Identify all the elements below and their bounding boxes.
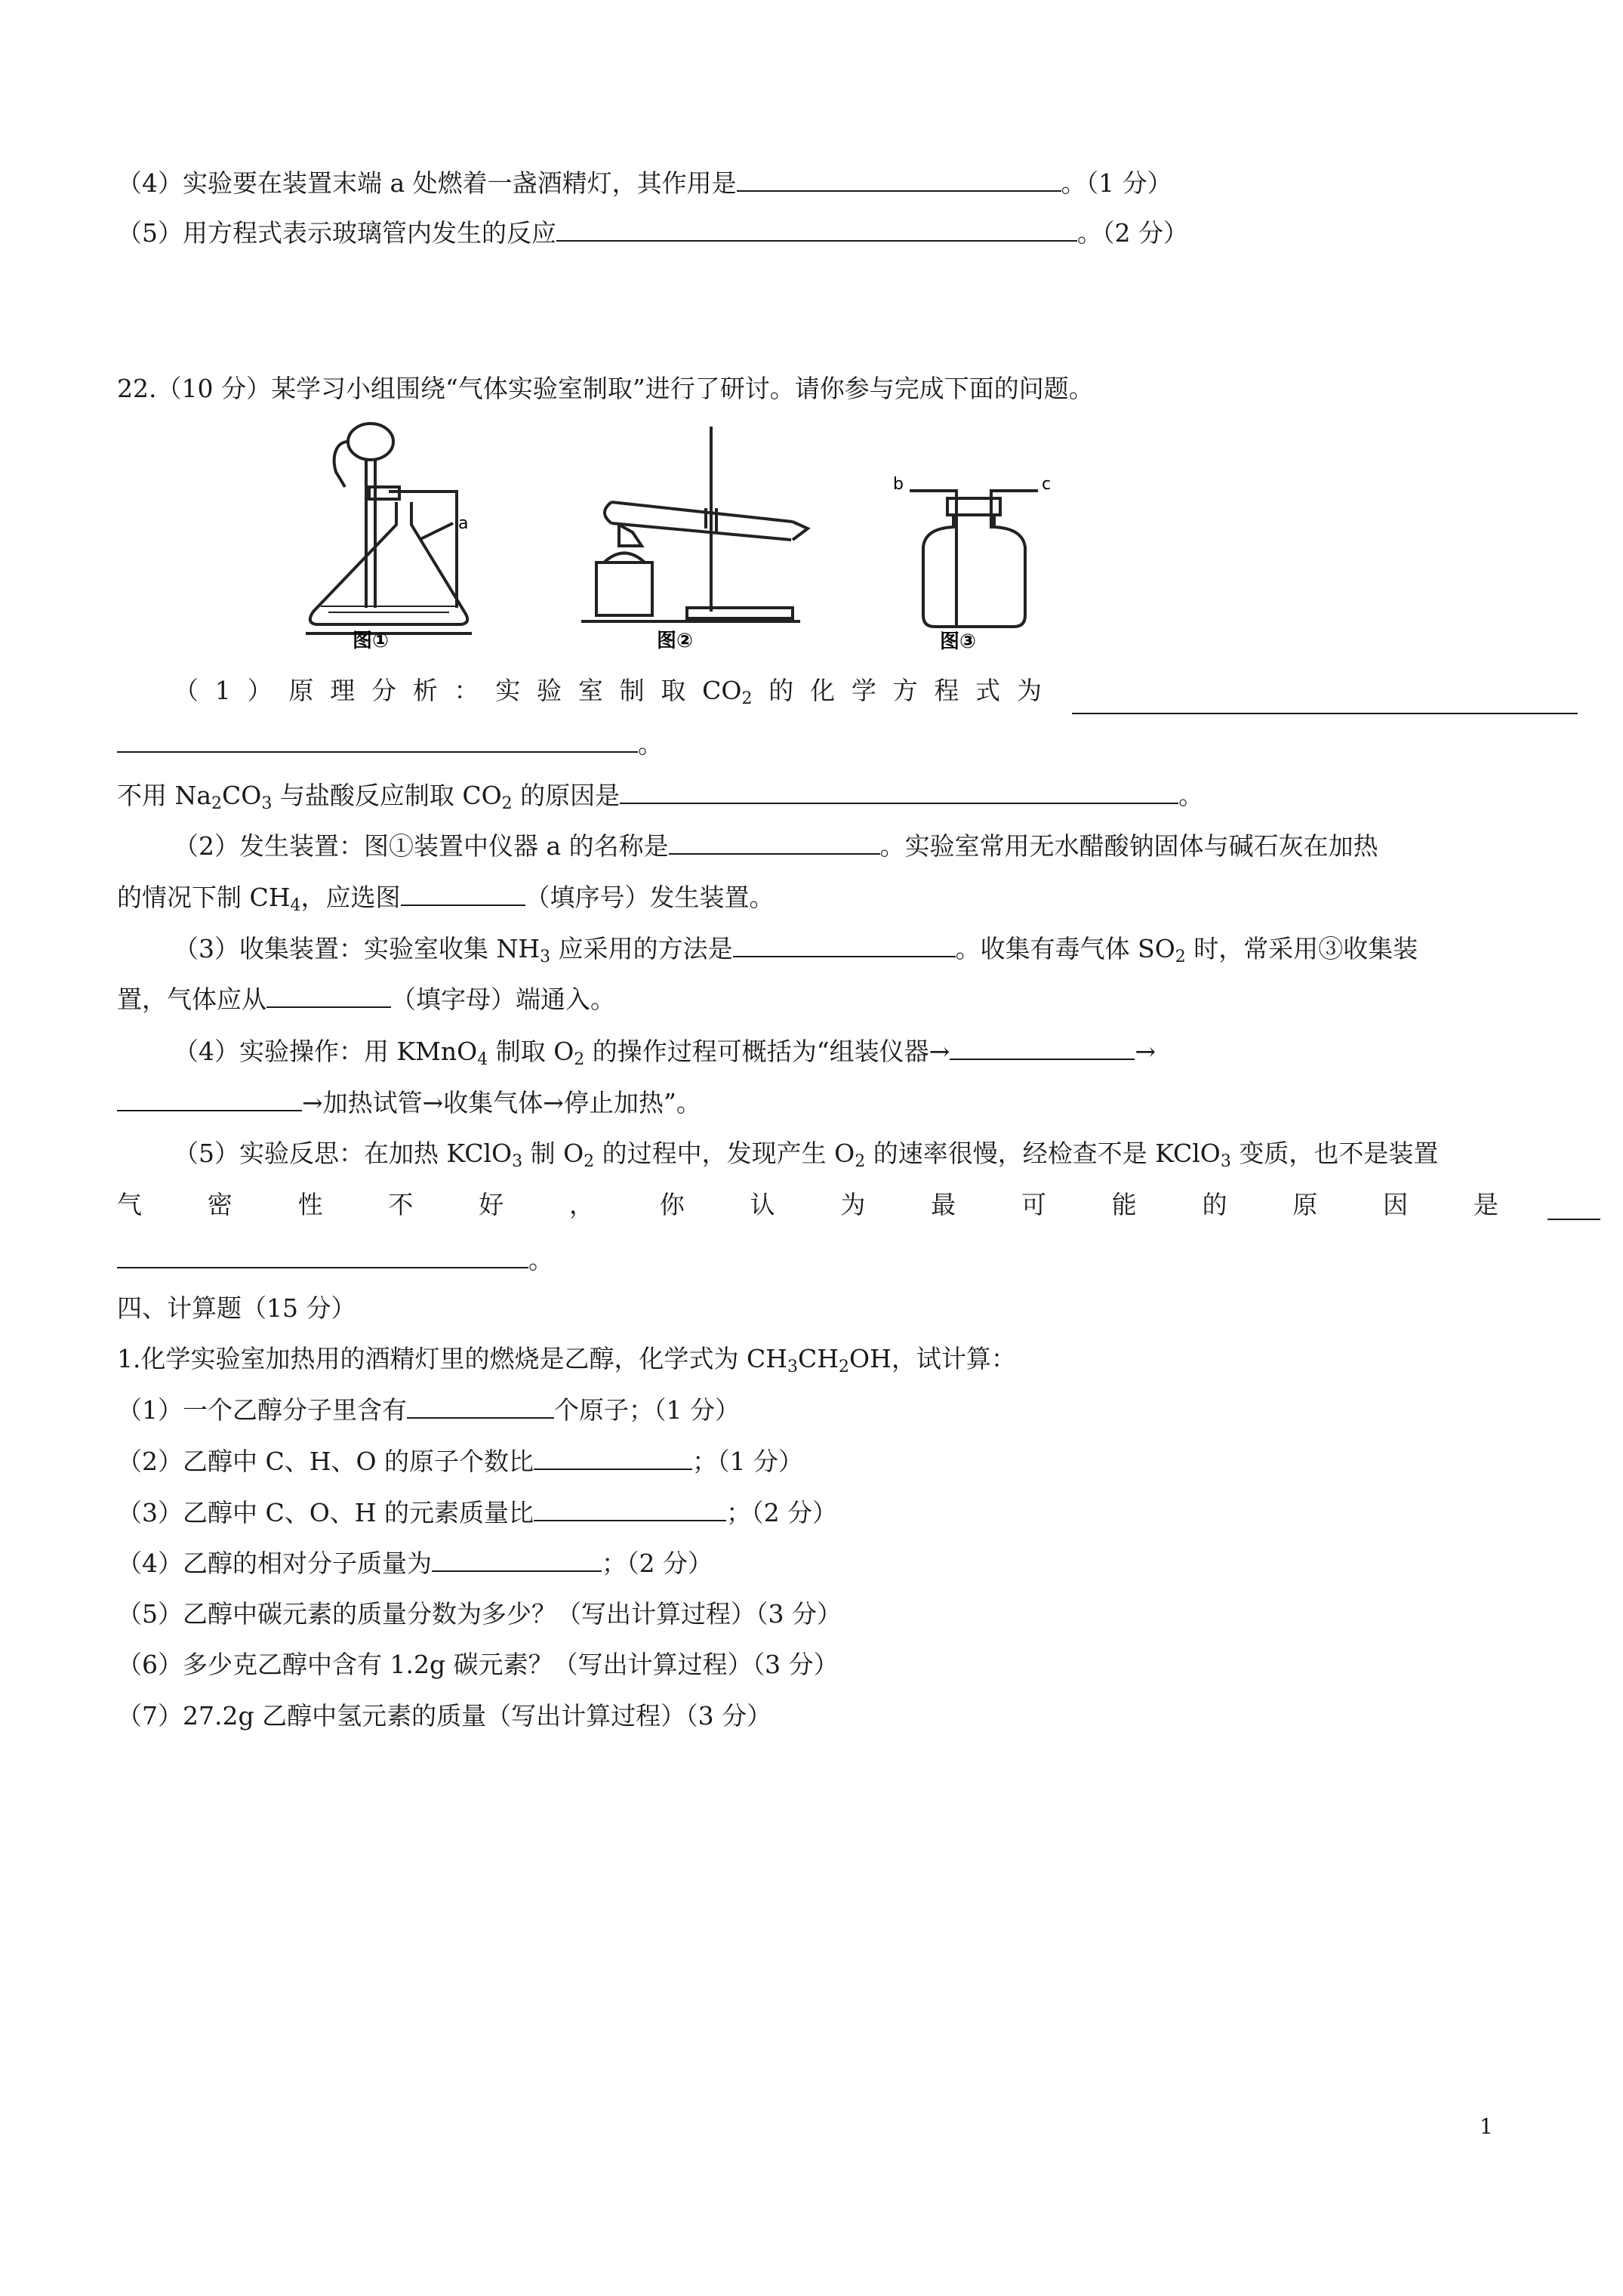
q22-part3-line2: 置，气体应从 （填字母）端通入。 bbox=[117, 985, 615, 1014]
figure-1-erlenmeyer-flask bbox=[306, 419, 487, 653]
q22-part5-line3: 。 bbox=[117, 1244, 553, 1275]
calc-q5: （5）乙醇中碳元素的质量分数为多少？（写出计算过程）（3 分） bbox=[117, 1599, 842, 1629]
fig3-label-b: b bbox=[893, 476, 904, 494]
q22-part5-line2 bbox=[117, 1190, 1600, 1220]
q21-part4: （4）实验要在装置末端 a 处燃着一盏酒精灯，其作用是 。（1 分） bbox=[117, 168, 1172, 198]
fig2-caption: 图② bbox=[657, 630, 694, 652]
page-number: 1 bbox=[1480, 2114, 1493, 2139]
fig3-caption: 图③ bbox=[940, 630, 977, 653]
answer-blank[interactable] bbox=[669, 831, 880, 855]
calc-q6: （6）多少克乙醇中含有 1.2g 碳元素？（写出计算过程）（3 分） bbox=[117, 1650, 839, 1679]
answer-blank[interactable] bbox=[534, 1497, 726, 1521]
calc-q2: （2）乙醇中 C、H、O 的原子个数比 ；（1 分） bbox=[117, 1447, 804, 1476]
answer-blank[interactable] bbox=[620, 780, 1178, 804]
answer-blank[interactable] bbox=[534, 1446, 692, 1470]
answer-blank[interactable] bbox=[950, 1036, 1135, 1060]
q22-part1-line2: 。 bbox=[117, 729, 663, 760]
answer-blank[interactable] bbox=[117, 1087, 302, 1111]
answer-blank[interactable] bbox=[432, 1548, 602, 1572]
figure-3-gas-bottle bbox=[887, 476, 1068, 653]
answer-blank[interactable] bbox=[401, 882, 525, 906]
fig3-label-c: c bbox=[1042, 476, 1052, 494]
q21-part5: （5）用方程式表示玻璃管内发生的反应 。（2 分） bbox=[117, 218, 1188, 248]
calc-q7: （7）27.2g 乙醇中氢元素的质量（写出计算过程）（3 分） bbox=[117, 1701, 772, 1730]
answer-blank[interactable] bbox=[117, 729, 638, 753]
answer-blank[interactable] bbox=[117, 1244, 528, 1268]
fig1-caption: 图① bbox=[353, 630, 390, 652]
q22-part3-line1: （3）收集装置：实验室收集 $NH_3$ 应采用的方法是 。收集有毒气体 $SO_2$ 时，常采用③收集装 bbox=[174, 934, 1418, 966]
answer-blank[interactable] bbox=[737, 168, 1061, 192]
q22-part1-line1 bbox=[174, 676, 1600, 714]
fig1-label-a: a bbox=[458, 514, 469, 533]
calc-q1: （1）一个乙醇分子里含有 个原子；（1 分） bbox=[117, 1395, 740, 1425]
section4-intro: 1.化学实验室加热用的酒精灯里的燃烧是乙醇，化学式为 $CH_3CH_2OH$，试计算： bbox=[117, 1344, 1016, 1376]
q22-part4-line2: →加热试管→收集气体→停止加热”。 bbox=[117, 1087, 701, 1118]
figure-2-test-tube-heating bbox=[544, 419, 823, 653]
answer-blank[interactable] bbox=[733, 933, 956, 957]
q22-part5-spread: 气 密 性 不 好 ， 你 认 为 最 可 能 的 原 因 是 bbox=[117, 1190, 1498, 1219]
calc-q3: （3）乙醇中 C、O、H 的元素质量比 ；（2 分） bbox=[117, 1498, 838, 1527]
answer-blank[interactable] bbox=[266, 984, 391, 1008]
section4-header: 四、计算题（15 分） bbox=[117, 1293, 356, 1323]
answer-blank[interactable] bbox=[556, 217, 1077, 242]
q22-part1-spread: （ 1 ） 原 理 分 析 ： 实 验 室 制 取 $CO_2$ 的 化 学 方 程 式 为 bbox=[174, 676, 1042, 708]
q22-part2-line2: 的情况下制 $CH_4$，应选图 （填序号）发生装置。 bbox=[117, 883, 775, 915]
q22-part4-line1: （4）实验操作：用 KMnO$_4$ 制取 $O_2$ 的操作过程可概括为“组装仪器→ → bbox=[174, 1037, 1156, 1069]
answer-blank[interactable] bbox=[1072, 690, 1578, 714]
answer-blank[interactable] bbox=[1548, 1196, 1600, 1220]
calc-q4: （4）乙醇的相对分子质量为 ；（2 分） bbox=[117, 1549, 713, 1578]
q22-part5-line1: （5）实验反思：在加热 KClO$_3$ 制 $O_2$ 的过程中，发现产生 $O_2$ 的速率很慢，经检查不是 KClO$_3$ 变质，也不是装置 bbox=[174, 1139, 1439, 1171]
answer-blank[interactable] bbox=[407, 1395, 554, 1419]
q22-part1-line3: 不用 $Na_2CO_3$ 与盐酸反应制取 $CO_2$ 的原因是 。 bbox=[117, 781, 1204, 813]
q22-header: 22.（10 分）某学习小组围绕“气体实验室制取”进行了研讨。请你参与完成下面的问题。 bbox=[117, 374, 1094, 403]
q22-part2-line1: （2）发生装置：图①装置中仪器 a 的名称是 。实验室常用无水醋酸钠固体与碱石灰在加热 bbox=[174, 831, 1378, 861]
